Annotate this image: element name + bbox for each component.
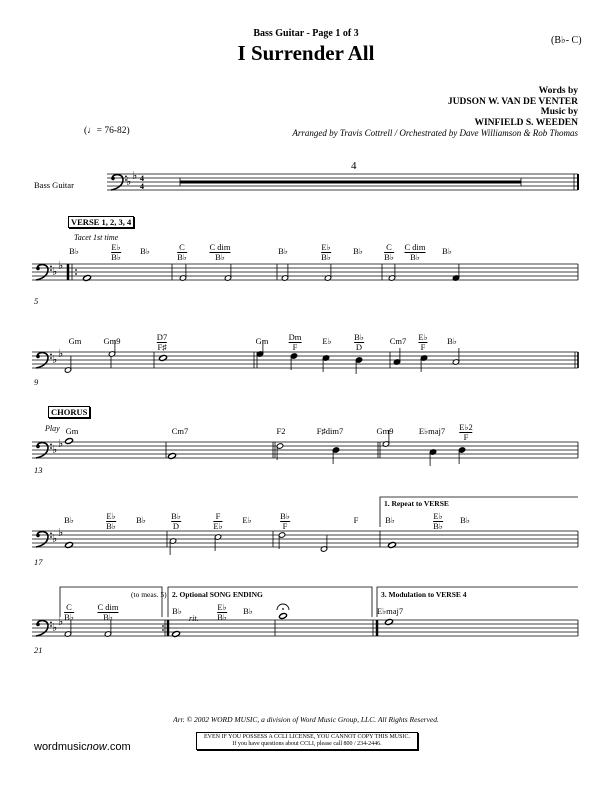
credits <box>448 86 578 128</box>
time-signature: 4 <box>140 174 144 183</box>
chord-bass: B♭ <box>217 611 227 622</box>
chord-symbol <box>317 427 343 436</box>
measure-number: 5 <box>34 296 39 306</box>
chord-bass: B♭ <box>321 251 331 262</box>
note-head <box>388 542 397 549</box>
chord-bass: F <box>420 341 426 352</box>
note-head <box>65 542 74 549</box>
bass-clef-icon <box>36 534 40 538</box>
chord-symbol <box>242 516 251 525</box>
flat-icon: ♭ <box>132 169 138 182</box>
chord-symbol <box>354 516 359 525</box>
multimeasure-rest <box>180 181 521 184</box>
chord-symbol <box>111 243 121 261</box>
chord-symbol <box>353 247 363 256</box>
repeat-dot <box>75 269 77 271</box>
chord-root: B♭ <box>172 606 182 616</box>
site-suffix: .com <box>106 741 131 753</box>
chord-bass: F <box>463 431 469 442</box>
chord-symbol <box>390 337 407 346</box>
chord-symbol <box>69 247 79 256</box>
chord-root: B♭ <box>280 511 290 521</box>
ritardando: rit. <box>189 614 199 623</box>
bass-clef-icon <box>36 355 40 359</box>
tacet-direction: Tacet 1st time <box>74 233 119 242</box>
chord-bass: D <box>355 341 363 352</box>
chord-root: Gm <box>65 426 79 436</box>
chord-symbol <box>69 337 82 346</box>
chord-bass: B♭ <box>177 251 187 262</box>
chord-symbol <box>278 247 288 256</box>
copyright-notice: Arr. © 2002 WORD MUSIC, a division of Word Music Group, LLC. All Rights Reserved. <box>173 715 439 724</box>
chord-root: B♭ <box>171 511 181 521</box>
chord-root: C dim <box>404 242 426 252</box>
flat-icon: ♭ <box>58 526 64 539</box>
chord-root: B♭ <box>447 336 457 346</box>
chord-root: B♭ <box>353 246 363 256</box>
note-head <box>159 355 168 362</box>
chord-root: B♭ <box>354 332 364 342</box>
chord-bass: F <box>282 520 288 531</box>
chord-root: B♭ <box>64 515 74 525</box>
first-ending-label: 1. Repeat to VERSE <box>384 499 449 508</box>
music-author: WINFIELD S. WEEDEN <box>474 117 578 128</box>
flat-icon: ♭ <box>52 532 58 545</box>
play-direction: Play <box>45 424 60 433</box>
chord-root: D7 <box>156 332 168 342</box>
chord-symbol <box>354 333 364 351</box>
chord-root: B♭ <box>69 246 79 256</box>
chord-symbol <box>321 243 331 261</box>
ccli-line-2: If you have questions about CCLI, please call 800 / 234-2446. <box>232 741 382 747</box>
chord-symbol <box>66 427 79 436</box>
chord-root: C <box>64 603 74 613</box>
chord-root: B♭ <box>442 246 452 256</box>
section-verse: VERSE 1, 2, 3, 4 <box>68 216 134 228</box>
chord-root: E♭ <box>433 511 443 521</box>
chord-symbol <box>209 243 230 261</box>
chord-root: E♭ <box>321 242 331 252</box>
chord-symbol <box>384 243 394 261</box>
chord-symbol <box>213 512 222 530</box>
chord-root: C <box>177 243 187 253</box>
chord-symbol <box>64 603 74 621</box>
chord-root: E♭maj7 <box>376 606 404 616</box>
chord-symbol <box>136 516 146 525</box>
chord-symbol <box>377 607 403 616</box>
chord-symbol <box>280 512 290 530</box>
chord-symbol <box>171 512 181 530</box>
chord-symbol <box>459 423 472 441</box>
flat-icon: ♭ <box>52 443 58 456</box>
song-title: I Surrender All <box>237 41 375 65</box>
measure-number: 17 <box>34 557 43 567</box>
repeat-dot <box>162 629 164 631</box>
note-head <box>168 453 177 460</box>
chord-bass: B♭ <box>433 520 443 531</box>
ccli-line-1: EVEN IF YOU POSSESS A CCLI LICENSE, YOU CANNOT COPY THIS MUSIC. <box>204 734 410 740</box>
chord-root: Dm <box>288 332 302 342</box>
note-head <box>83 275 92 282</box>
section-chorus: CHORUS <box>48 406 90 418</box>
chord-bass: F♯ <box>157 341 167 352</box>
chord-symbol <box>322 337 331 346</box>
chord-root: E♭ <box>242 515 252 525</box>
chord-symbol <box>418 333 427 351</box>
note-head <box>65 438 74 445</box>
chord-root: Cm7 <box>171 426 189 436</box>
chord-root: F <box>213 512 222 522</box>
chord-symbol <box>277 427 286 436</box>
chord-symbol <box>243 607 253 616</box>
chord-symbol <box>97 603 118 621</box>
chord-root: Gm9 <box>376 426 394 436</box>
chord-symbol <box>447 337 457 346</box>
fermata-dot <box>282 608 284 610</box>
chord-root: B♭ <box>243 606 253 616</box>
multirest-count: 4 <box>351 160 357 172</box>
chord-symbol <box>256 337 269 346</box>
chord-root: E♭ <box>111 242 121 252</box>
tempo-marking: (♩= 76-82) <box>84 126 130 136</box>
site-italic: now <box>86 741 107 753</box>
chord-symbol <box>385 516 395 525</box>
chord-root: Gm9 <box>103 336 121 346</box>
chord-root: B♭ <box>136 515 146 525</box>
bass-clef-icon <box>111 177 115 181</box>
chord-root: F2 <box>276 426 286 436</box>
chord-symbol <box>419 427 445 436</box>
measure-number: 21 <box>34 645 43 655</box>
chord-bass: F <box>292 341 298 352</box>
measure-number: 9 <box>34 377 39 387</box>
chord-root: E♭ <box>418 332 428 342</box>
chord-bass: B♭ <box>384 251 394 262</box>
chord-root: B♭ <box>278 246 288 256</box>
note-head <box>279 613 288 620</box>
third-ending-label: 3. Modulation to VERSE 4 <box>381 590 467 599</box>
chord-root: Cm7 <box>389 336 407 346</box>
chord-symbol <box>177 243 187 261</box>
flat-icon: ♭ <box>58 259 64 272</box>
chord-root: B♭ <box>140 246 150 256</box>
measure-number: 13 <box>34 465 43 475</box>
chord-bass: E♭ <box>213 520 223 531</box>
chord-root: C <box>384 243 394 253</box>
chord-root: B♭ <box>460 515 470 525</box>
chord-symbol <box>172 427 189 436</box>
note-head <box>385 619 394 626</box>
ccli-notice <box>196 732 418 750</box>
flat-icon: ♭ <box>58 615 64 628</box>
chord-symbol <box>104 337 121 346</box>
chord-bass: B♭ <box>215 251 225 262</box>
chord-root: E♭ <box>106 511 116 521</box>
repeat-dot <box>162 625 164 627</box>
chord-root: E♭maj7 <box>418 426 446 436</box>
chord-root: F♯dim7 <box>316 426 344 436</box>
chord-symbol <box>377 427 394 436</box>
chord-symbol <box>289 333 302 351</box>
chord-symbol <box>442 247 452 256</box>
chord-symbol <box>106 512 116 530</box>
website-link[interactable] <box>34 741 131 753</box>
words-author: JUDSON W. VAN DE VENTER <box>447 96 578 107</box>
words-label: Words by <box>538 86 578 96</box>
chord-symbol <box>404 243 425 261</box>
arranger-credit: Arranged by Travis Cottrell / Orchestrated by Dave Williamson & Rob Thomas <box>292 128 578 138</box>
chord-root: E♭2 <box>459 422 473 432</box>
chord-bass: B♭ <box>103 611 113 622</box>
flat-icon: ♭ <box>52 621 58 634</box>
bass-clef-icon <box>36 445 40 449</box>
site-prefix: wordmusic <box>34 741 87 753</box>
chord-symbol <box>172 607 182 616</box>
chord-symbol <box>140 247 150 256</box>
flat-icon: ♭ <box>58 437 64 450</box>
flat-icon: ♭ <box>52 265 58 278</box>
chord-root: Gm <box>68 336 82 346</box>
repeat-dot <box>75 273 77 275</box>
chord-symbol <box>433 512 443 530</box>
chord-bass: B♭ <box>64 611 74 622</box>
flat-icon: ♭ <box>58 347 64 360</box>
note-head <box>172 631 181 638</box>
key-indicator: (B♭- C) <box>551 35 582 46</box>
chord-root: C dim <box>97 602 119 612</box>
chord-symbol <box>157 333 167 351</box>
second-ending-label: 2. Optional SONG ENDING <box>172 590 263 599</box>
chord-root: C dim <box>209 242 231 252</box>
flat-icon: ♭ <box>52 353 58 366</box>
instrument-label: Bass Guitar <box>34 180 74 190</box>
chord-symbol <box>217 603 227 621</box>
chord-symbol <box>64 516 74 525</box>
chord-root: F <box>353 515 359 525</box>
chord-symbol <box>460 516 470 525</box>
page-subtitle: Bass Guitar - Page 1 of 3 <box>253 28 359 39</box>
chord-root: B♭ <box>385 515 395 525</box>
chord-bass: B♭ <box>106 520 116 531</box>
chord-bass: B♭ <box>410 251 420 262</box>
bass-clef-icon <box>36 267 40 271</box>
chord-root: E♭ <box>217 602 227 612</box>
chord-root: Gm <box>255 336 269 346</box>
music-label: Music by <box>540 107 578 117</box>
flat-icon: ♭ <box>126 175 132 188</box>
chord-root: E♭ <box>322 336 332 346</box>
chord-bass: B♭ <box>111 251 121 262</box>
bass-clef-icon <box>36 623 40 627</box>
chord-bass: D <box>172 520 180 531</box>
time-signature: 4 <box>140 182 144 191</box>
to-measure-label: (to meas. 5) <box>131 590 167 599</box>
